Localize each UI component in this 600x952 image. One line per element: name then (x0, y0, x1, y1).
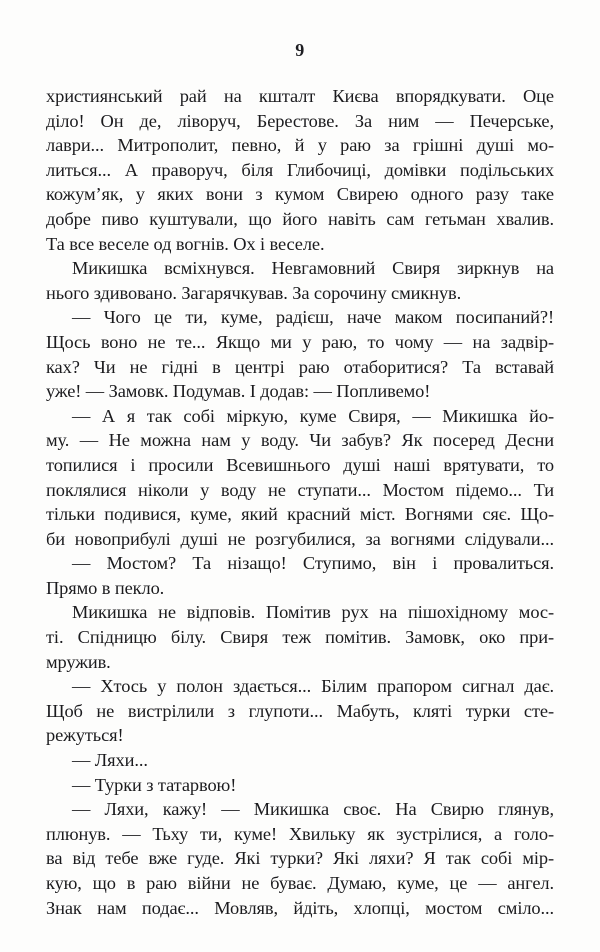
text-line: християнський рай на кшталт Києва впорядкувати. Оце (46, 86, 554, 106)
text-line: тільки подивися, куме, який красний міст. Вогнями сяє. Що- (46, 504, 554, 525)
text-line: топилися і просили Всевишнього душі наші врятувати, то (46, 454, 554, 475)
text-line: кую, що в раю війни не буває. Думаю, куме, це — ангел. (46, 873, 554, 893)
text-line: — Ляхи... (72, 750, 148, 771)
text-line: му. — Не можна нам у воду. Чи забув? Як посеред Десни (46, 430, 554, 451)
text-line: Знак нам подає... Мовляв, йдіть, хлопці, мостом сміло... (46, 897, 554, 918)
text-line: ті. Спідницю білу. Свиря теж помітив. Замовк, око при- (46, 627, 554, 648)
text-line: — Мостом? Та нізащо! Ступимо, він і провалиться. (72, 553, 554, 574)
text-line: Щось воно не те... Якщо ми у раю, то чому — на задвір- (46, 331, 554, 352)
text-line: би новоприбулі душі не розгубилися, за вогнями слідували... (46, 528, 554, 549)
text-line: Микишка всміхнувся. Невгамовний Свиря зиркнув на (72, 258, 554, 279)
text-line: Та все веселе од вогнів. Ох і веселе. (46, 233, 325, 254)
text-line: — Хтось у полон здається... Білим прапором сигнал дає. (72, 676, 554, 697)
page-number: 9 (295, 40, 305, 60)
text-line: — Чого це ти, куме, радієш, наче маком посипаний?! (72, 307, 554, 328)
text-line: ва від тебе вже гуде. Які турки? Які ляхи? Я так собі мір- (46, 848, 554, 869)
text-line: діло! Он де, ліворуч, Берестове. За ним — Печерське, (46, 110, 554, 131)
text-line: — А я так собі міркую, куме Свиря, — Микишка йо- (72, 405, 554, 426)
text-line: поклялися ніколи у воду не ступати... Мостом підемо... Ти (46, 479, 554, 500)
text-line: нього здивовано. Загарячкував. За сорочину смикнув. (46, 282, 462, 303)
text-line: лаври... Митрополит, певно, й у раю за грішні душі мо- (46, 135, 554, 156)
text-line: ках? Чи не гідні в центрі раю отаборитися? Та вставай (46, 356, 554, 377)
text-line: Прямо в пекло. (46, 577, 165, 598)
text-line: уже! — Замовк. Подумав. І додав: — Попливемо! (46, 381, 431, 402)
text-line: режуться! (46, 725, 124, 746)
text-block (46, 84, 554, 920)
text-line: кожум’як, у яких вони з кумом Свирею одного разу таке (46, 184, 554, 205)
text-line: — Ляхи, кажу! — Микишка своє. На Свирю глянув, (72, 799, 554, 820)
text-line: плюнув. — Тьху ти, куме! Хвильку як зустрілися, а голо- (46, 823, 554, 844)
text-line: Микишка не відповів. Помітив рух на пішохідному мос- (72, 602, 554, 623)
text-line: добре пиво куштували, що його навіть сам гетьман хвалив. (46, 208, 554, 229)
text-line: — Турки з татарвою! (72, 774, 237, 795)
text-line: мружив. (46, 651, 111, 672)
text-line: Щоб не вистрілили з глупоти... Мабуть, кляті турки сте- (46, 700, 554, 721)
text-line: литься... А праворуч, біля Глибочиці, домівки подільських (46, 159, 554, 180)
